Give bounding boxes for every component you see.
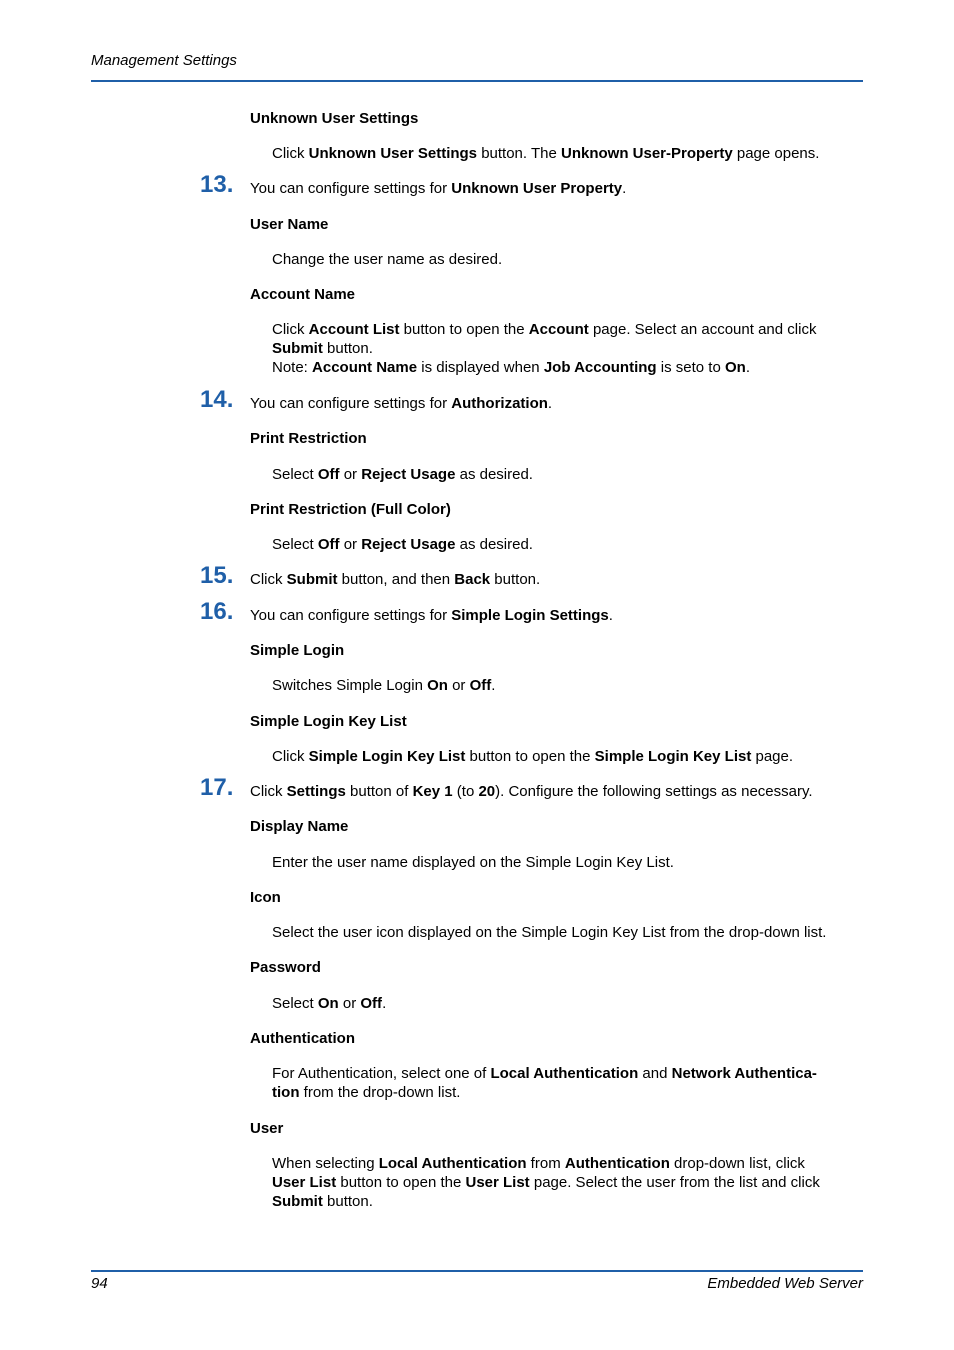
footer-rule <box>91 1270 863 1272</box>
step-text-15: Click Submit button, and then Back button. <box>250 571 541 588</box>
text-simple-login-key-list: Click Simple Login Key List button to open the Simple Login Key List page. <box>272 748 794 765</box>
header-section-title: Management Settings <box>91 52 237 69</box>
step-number-16: 16. <box>200 598 234 625</box>
heading-password: Password <box>250 959 321 976</box>
heading-print-restriction: Print Restriction <box>250 430 367 447</box>
heading-print-restriction-full-color: Print Restriction (Full Color) <box>250 501 451 518</box>
step-number-14: 14. <box>200 386 234 413</box>
header-rule <box>91 80 863 82</box>
heading-simple-login-key-list: Simple Login Key List <box>250 713 407 730</box>
step-text-16: You can configure settings for Simple Login Settings. <box>250 607 613 624</box>
heading-authentication: Authentication <box>250 1030 355 1047</box>
heading-user: User <box>250 1120 284 1137</box>
text-user-name: Change the user name as desired. <box>272 251 503 268</box>
text-display-name: Enter the user name displayed on the Simple Login Key List. <box>272 854 674 871</box>
text-print-restriction: Select Off or Reject Usage as desired. <box>272 466 533 483</box>
step-number-15: 15. <box>200 562 234 589</box>
footer-doc-title: Embedded Web Server <box>707 1275 863 1292</box>
step-text-17: Click Settings button of Key 1 (to 20). Configure the following settings as necessary. <box>250 783 813 800</box>
text-print-restriction-full-color: Select Off or Reject Usage as desired. <box>272 536 533 553</box>
heading-unknown-user-settings: Unknown User Settings <box>250 110 419 127</box>
heading-display-name: Display Name <box>250 818 349 835</box>
text-unknown-user-settings: Click Unknown User Settings button. The Unknown User-Property page opens. <box>272 145 820 162</box>
step-text-13: You can configure settings for Unknown User Property. <box>250 180 627 197</box>
text-icon: Select the user icon displayed on the Simple Login Key List from the drop-down list. <box>272 924 827 941</box>
footer-page-number: 94 <box>91 1275 108 1292</box>
heading-user-name: User Name <box>250 216 329 233</box>
text-authentication: For Authentication, select one of Local Authentication and Network Authentica- tion from the drop-down list. <box>272 1065 817 1101</box>
heading-icon: Icon <box>250 889 281 906</box>
heading-account-name: Account Name <box>250 286 356 303</box>
text-password: Select On or Off. <box>272 995 387 1012</box>
text-simple-login: Switches Simple Login On or Off. <box>272 677 496 694</box>
step-number-13: 13. <box>200 171 234 198</box>
text-account-name: Click Account List button to open the Account page. Select an account and click Submit button. Note: Account Name is displayed when Job Accounting is seto to On. <box>272 321 817 376</box>
step-number-17: 17. <box>200 774 234 801</box>
step-text-14: You can configure settings for Authorization. <box>250 395 553 412</box>
text-user: When selecting Local Authentication from Authentication drop-down list, click User List button to open the User List page. Select the user from the list and click Submit button. <box>272 1155 820 1210</box>
heading-simple-login: Simple Login <box>250 642 345 659</box>
